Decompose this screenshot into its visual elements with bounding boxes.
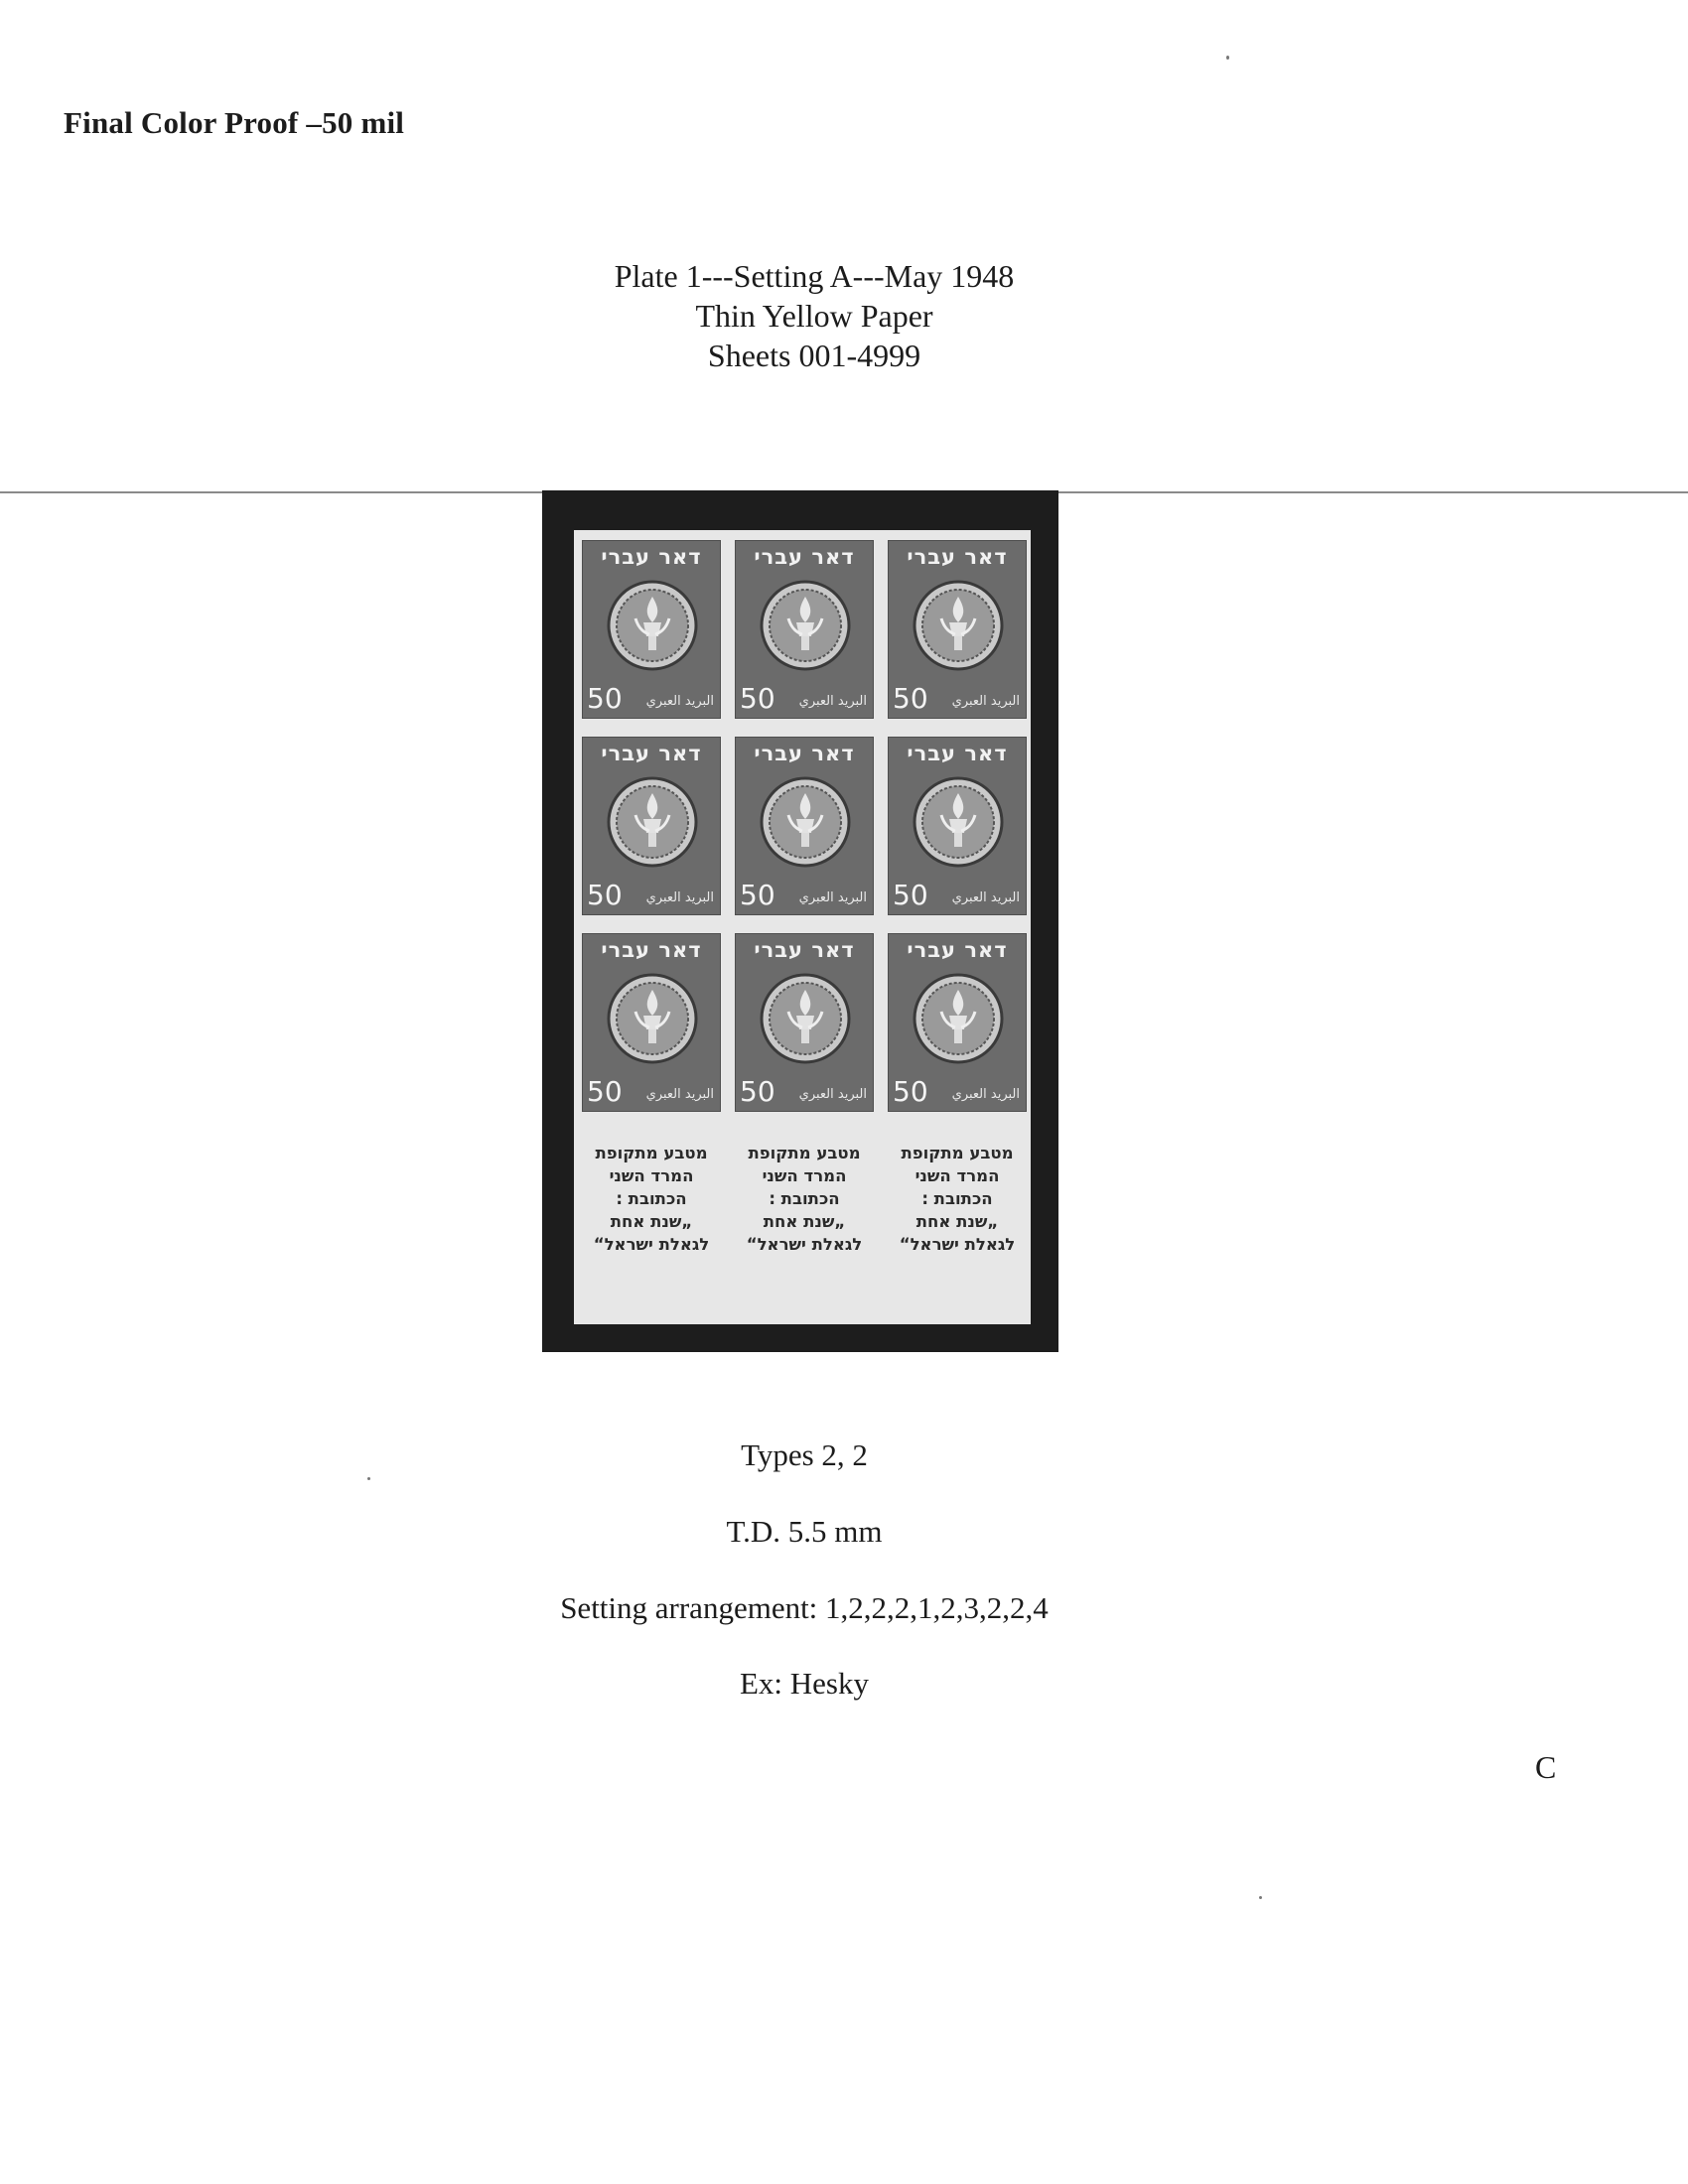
stamp-hebrew-inscription: דאר עברי <box>601 938 702 962</box>
stamp-denomination: 50 <box>893 879 928 911</box>
tab-line: המרד השני <box>609 1166 694 1185</box>
stamp-arabic-inscription: البريد العبري <box>645 1087 714 1102</box>
stamp-arabic-inscription: البريد العبري <box>951 890 1020 905</box>
scan-speck <box>1259 1896 1262 1899</box>
tab-line: הכתובת : <box>616 1189 687 1208</box>
stamp-denomination: 50 <box>587 879 623 911</box>
stamp-hebrew-inscription: דאר עברי <box>907 938 1008 962</box>
stamp-arabic-inscription: البريد العبري <box>798 890 867 905</box>
stamp-r3-c1 <box>582 933 721 1112</box>
coin-icon <box>606 775 699 869</box>
types-text: Types 2, 2 <box>741 1437 868 1472</box>
page-mark: C <box>1535 1749 1557 1785</box>
coin-icon <box>759 775 852 869</box>
coin-icon <box>912 775 1005 869</box>
coin-icon <box>912 972 1005 1065</box>
stamp-r2-c3 <box>888 737 1027 915</box>
stamp-block-photo <box>542 490 1058 1352</box>
stamp-arabic-inscription: البريد العبري <box>645 694 714 709</box>
stamp-tab-1 <box>577 1142 726 1256</box>
tab-line: מטבע מתקופת <box>595 1144 708 1162</box>
page-title: Final Color Proof –50 mil <box>64 105 405 140</box>
stamp-r3-c2 <box>735 933 874 1112</box>
coin-icon <box>606 972 699 1065</box>
tab-line: לגאלת ישראל“ <box>746 1235 863 1254</box>
stamp-denomination: 50 <box>893 1075 928 1108</box>
tab-line: המרד השני <box>762 1166 847 1185</box>
stamp-hebrew-inscription: דאר עברי <box>601 545 702 569</box>
paper-line: Thin Yellow Paper <box>695 298 933 334</box>
stamp-r1-c1 <box>582 540 721 719</box>
tab-line: „שנת אחת <box>763 1212 846 1231</box>
stamp-r3-c3 <box>888 933 1027 1112</box>
stamp-hebrew-inscription: דאר עברי <box>907 545 1008 569</box>
coin-icon <box>759 972 852 1065</box>
tab-line: „שנת אחת <box>915 1212 999 1231</box>
tab-line: לגאלת ישראל“ <box>899 1235 1016 1254</box>
tab-line: „שנת אחת <box>610 1212 693 1231</box>
stamp-tab-2 <box>730 1142 879 1256</box>
stamp-denomination: 50 <box>587 682 623 715</box>
stamp-r2-c2 <box>735 737 874 915</box>
scan-speck <box>1226 56 1229 60</box>
stamp-r2-c1 <box>582 737 721 915</box>
stamp-r1-c3 <box>888 540 1027 719</box>
stamp-hebrew-inscription: דאר עברי <box>754 545 855 569</box>
tab-line: לגאלת ישראל“ <box>593 1235 710 1254</box>
stamp-denomination: 50 <box>740 682 775 715</box>
tab-line: מטבע מתקופת <box>901 1144 1014 1162</box>
coin-icon <box>606 579 699 672</box>
scan-speck <box>367 1477 370 1480</box>
coin-icon <box>912 579 1005 672</box>
stamp-arabic-inscription: البريد العبري <box>951 694 1020 709</box>
tab-line: הכתובת : <box>769 1189 840 1208</box>
plate-info <box>0 256 1628 375</box>
stamp-pane <box>574 530 1031 1324</box>
stamp-denomination: 50 <box>740 879 775 911</box>
stamp-r1-c2 <box>735 540 874 719</box>
stamp-denomination: 50 <box>893 682 928 715</box>
stamp-arabic-inscription: البريد العبري <box>951 1087 1020 1102</box>
setting-arrangement-text: Setting arrangement: 1,2,2,2,1,2,3,2,2,4 <box>560 1590 1049 1625</box>
stamp-hebrew-inscription: דאר עברי <box>754 742 855 765</box>
td-text: T.D. 5.5 mm <box>726 1514 883 1549</box>
stamp-hebrew-inscription: דאר עברי <box>754 938 855 962</box>
stamp-arabic-inscription: البريد العبري <box>798 694 867 709</box>
stamp-arabic-inscription: البريد العبري <box>798 1087 867 1102</box>
stamp-denomination: 50 <box>740 1075 775 1108</box>
stamp-hebrew-inscription: דאר עברי <box>907 742 1008 765</box>
stamp-denomination: 50 <box>587 1075 623 1108</box>
ex-text: Ex: Hesky <box>739 1666 869 1701</box>
stamp-tab-3 <box>883 1142 1032 1256</box>
stamp-hebrew-inscription: דאר עברי <box>601 742 702 765</box>
stamp-arabic-inscription: البريد العبري <box>645 890 714 905</box>
tab-line: המרד השני <box>914 1166 1000 1185</box>
coin-icon <box>759 579 852 672</box>
sheets-line: Sheets 001-4999 <box>707 338 921 373</box>
plate-setting-line: Plate 1---Setting A---May 1948 <box>614 258 1015 294</box>
tab-line: הכתובת : <box>921 1189 993 1208</box>
tab-line: מטבע מתקופת <box>748 1144 861 1162</box>
